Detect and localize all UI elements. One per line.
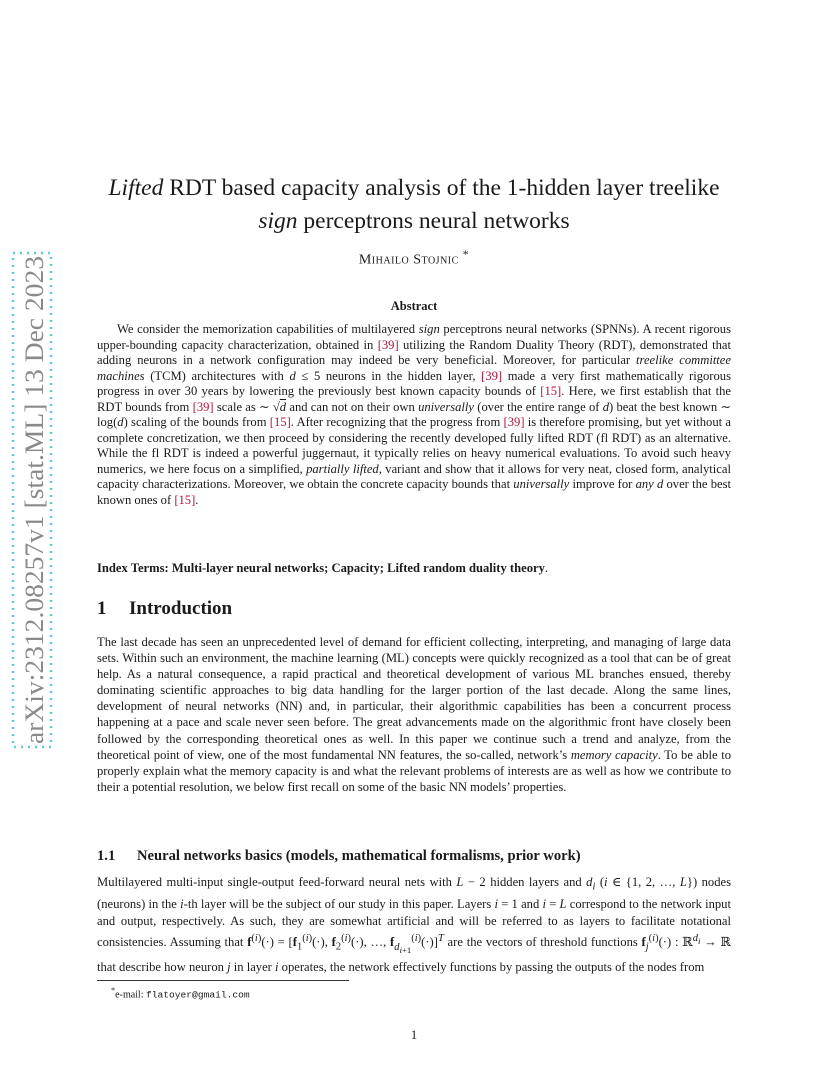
author-footnote-mark: * bbox=[462, 248, 470, 261]
section-heading-introduction: 1 Introduction bbox=[97, 598, 233, 619]
arxiv-sidebar-stamp bbox=[10, 250, 54, 750]
author-name: Mihailo Stojnic * bbox=[358, 248, 470, 268]
abstract-text: We consider the memorization capabilities of multilayered sign perceptrons neural networks (SPNNs). A recent rigorous upper-bounding capacity characterization, obtained in [39] utilizing the Random Duality Theory (RDT), demonstrated that adding neurons in a network configuration may indeed be very beneficial. Moreover, for particular treelike committee machines (TCM) architectures with d ≤ 5 neurons in the hidden layer, [39] made a very first mathematically rigorous progress in over 30 years by lowering the previously best known capacity bounds of [15]. Here, we first establish that the RDT bounds from [39] scale as ∼ √d and can not on their own universally (over the entire range of d) beat the best known ∼ log(d) scaling of the bounds from [15]. After recognizing that the progress from [39] is therefore promising, but yet without a complete concretization, we then proceed by considering the recently developed fully lifted RDT (fl RDT) as an alternative. While the fl RDT is indeed a powerful juggernaut, it typically relies on heavy numerical evaluations. To avoid such heavy numerics, we here focus on a simplified, partially lifted, variant and show that it allows for very neat, closed form, analytical capacity characterizations. Moreover, we obtain the concrete capacity bounds that universally improve for any d over the best known ones of [15]. bbox=[97, 322, 731, 507]
arxiv-identifier: arXiv:2312.08257v1 [stat.ML] 13 Dec 2023 bbox=[20, 283, 49, 744]
author-email: flatoyer@gmail.com bbox=[146, 989, 250, 1001]
page-number: 1 bbox=[410, 1028, 418, 1042]
footnote: *e-mail: flatoyer@gmail.com bbox=[111, 986, 250, 1001]
footnote-divider bbox=[97, 980, 349, 981]
introduction-text: The last decade has seen an unprecedented level of demand for efficient collecting, interpreting, and managing of large data sets. Within such an environment, the machine learning (ML) concepts were quickly recognized as a tool that can be of great help. As a natural consequence, a rapid practical and theoretical development of various ML branches ensued, thereby dominating scientific approaches to big data handling for the larger portion of the last decade. Along the same lines, development of neural networks (NN) and, in particular, their algorithmic capabilities has been a concurrent process happening at a pace and scale never seen before. The great advancements made on the algorithmic front have closely been followed by the corresponding theoretical ones as well. In this paper we continue such a trend and analyze, from the theoretical point of view, one of the most fundamental NN features, the so-called, network’s memory capacity. To be able to properly explain what the memory capacity is and what the relevant problems of interests are as well as how we contribute to their a potential resolution, we below first recall on some of the basic NN models’ properties. bbox=[97, 635, 731, 794]
subsection-text: Multilayered multi-input single-output feed-forward neural nets with L − 2 hidden layers and $d_i$ (i ∈ {1, 2, …, L}) nodes (neurons) in the i-th layer will be the subject of our study in this paper. Layers i = 1 and i = L correspond to the network input and output, respectively. As such, they are somewhat artificial and will be referred to as layers to facilitate notational consistencies. Assuming that $f^{(i)}(\cdot) = [f_1^{(i)}(\cdot)$, $f_2^{(i)}(\cdot)$, …, $f_{d_{i+1}}^{(i)}(\cdot)]^T$ are the vectors of threshold functions $f_j^{(i)}(\cdot)$ : ℝ$^{d_i}$ → ℝ that describe how neuron j in layer i operates, the network effectively functions by passing the outputs of the nodes from bbox=[97, 875, 731, 974]
index-terms: Index Terms: Multi-layer neural networks; Capacity; Lifted random duality theory. bbox=[97, 561, 549, 575]
subsection-heading-nn-basics: 1.1 Neural networks basics (models, mathematical formalisms, prior work) bbox=[97, 848, 581, 864]
paper-title: Lifted RDT based capacity analysis of the 1-hidden layer treelike sign perceptrons neural networks bbox=[108, 175, 720, 234]
abstract-heading: Abstract bbox=[390, 299, 438, 313]
